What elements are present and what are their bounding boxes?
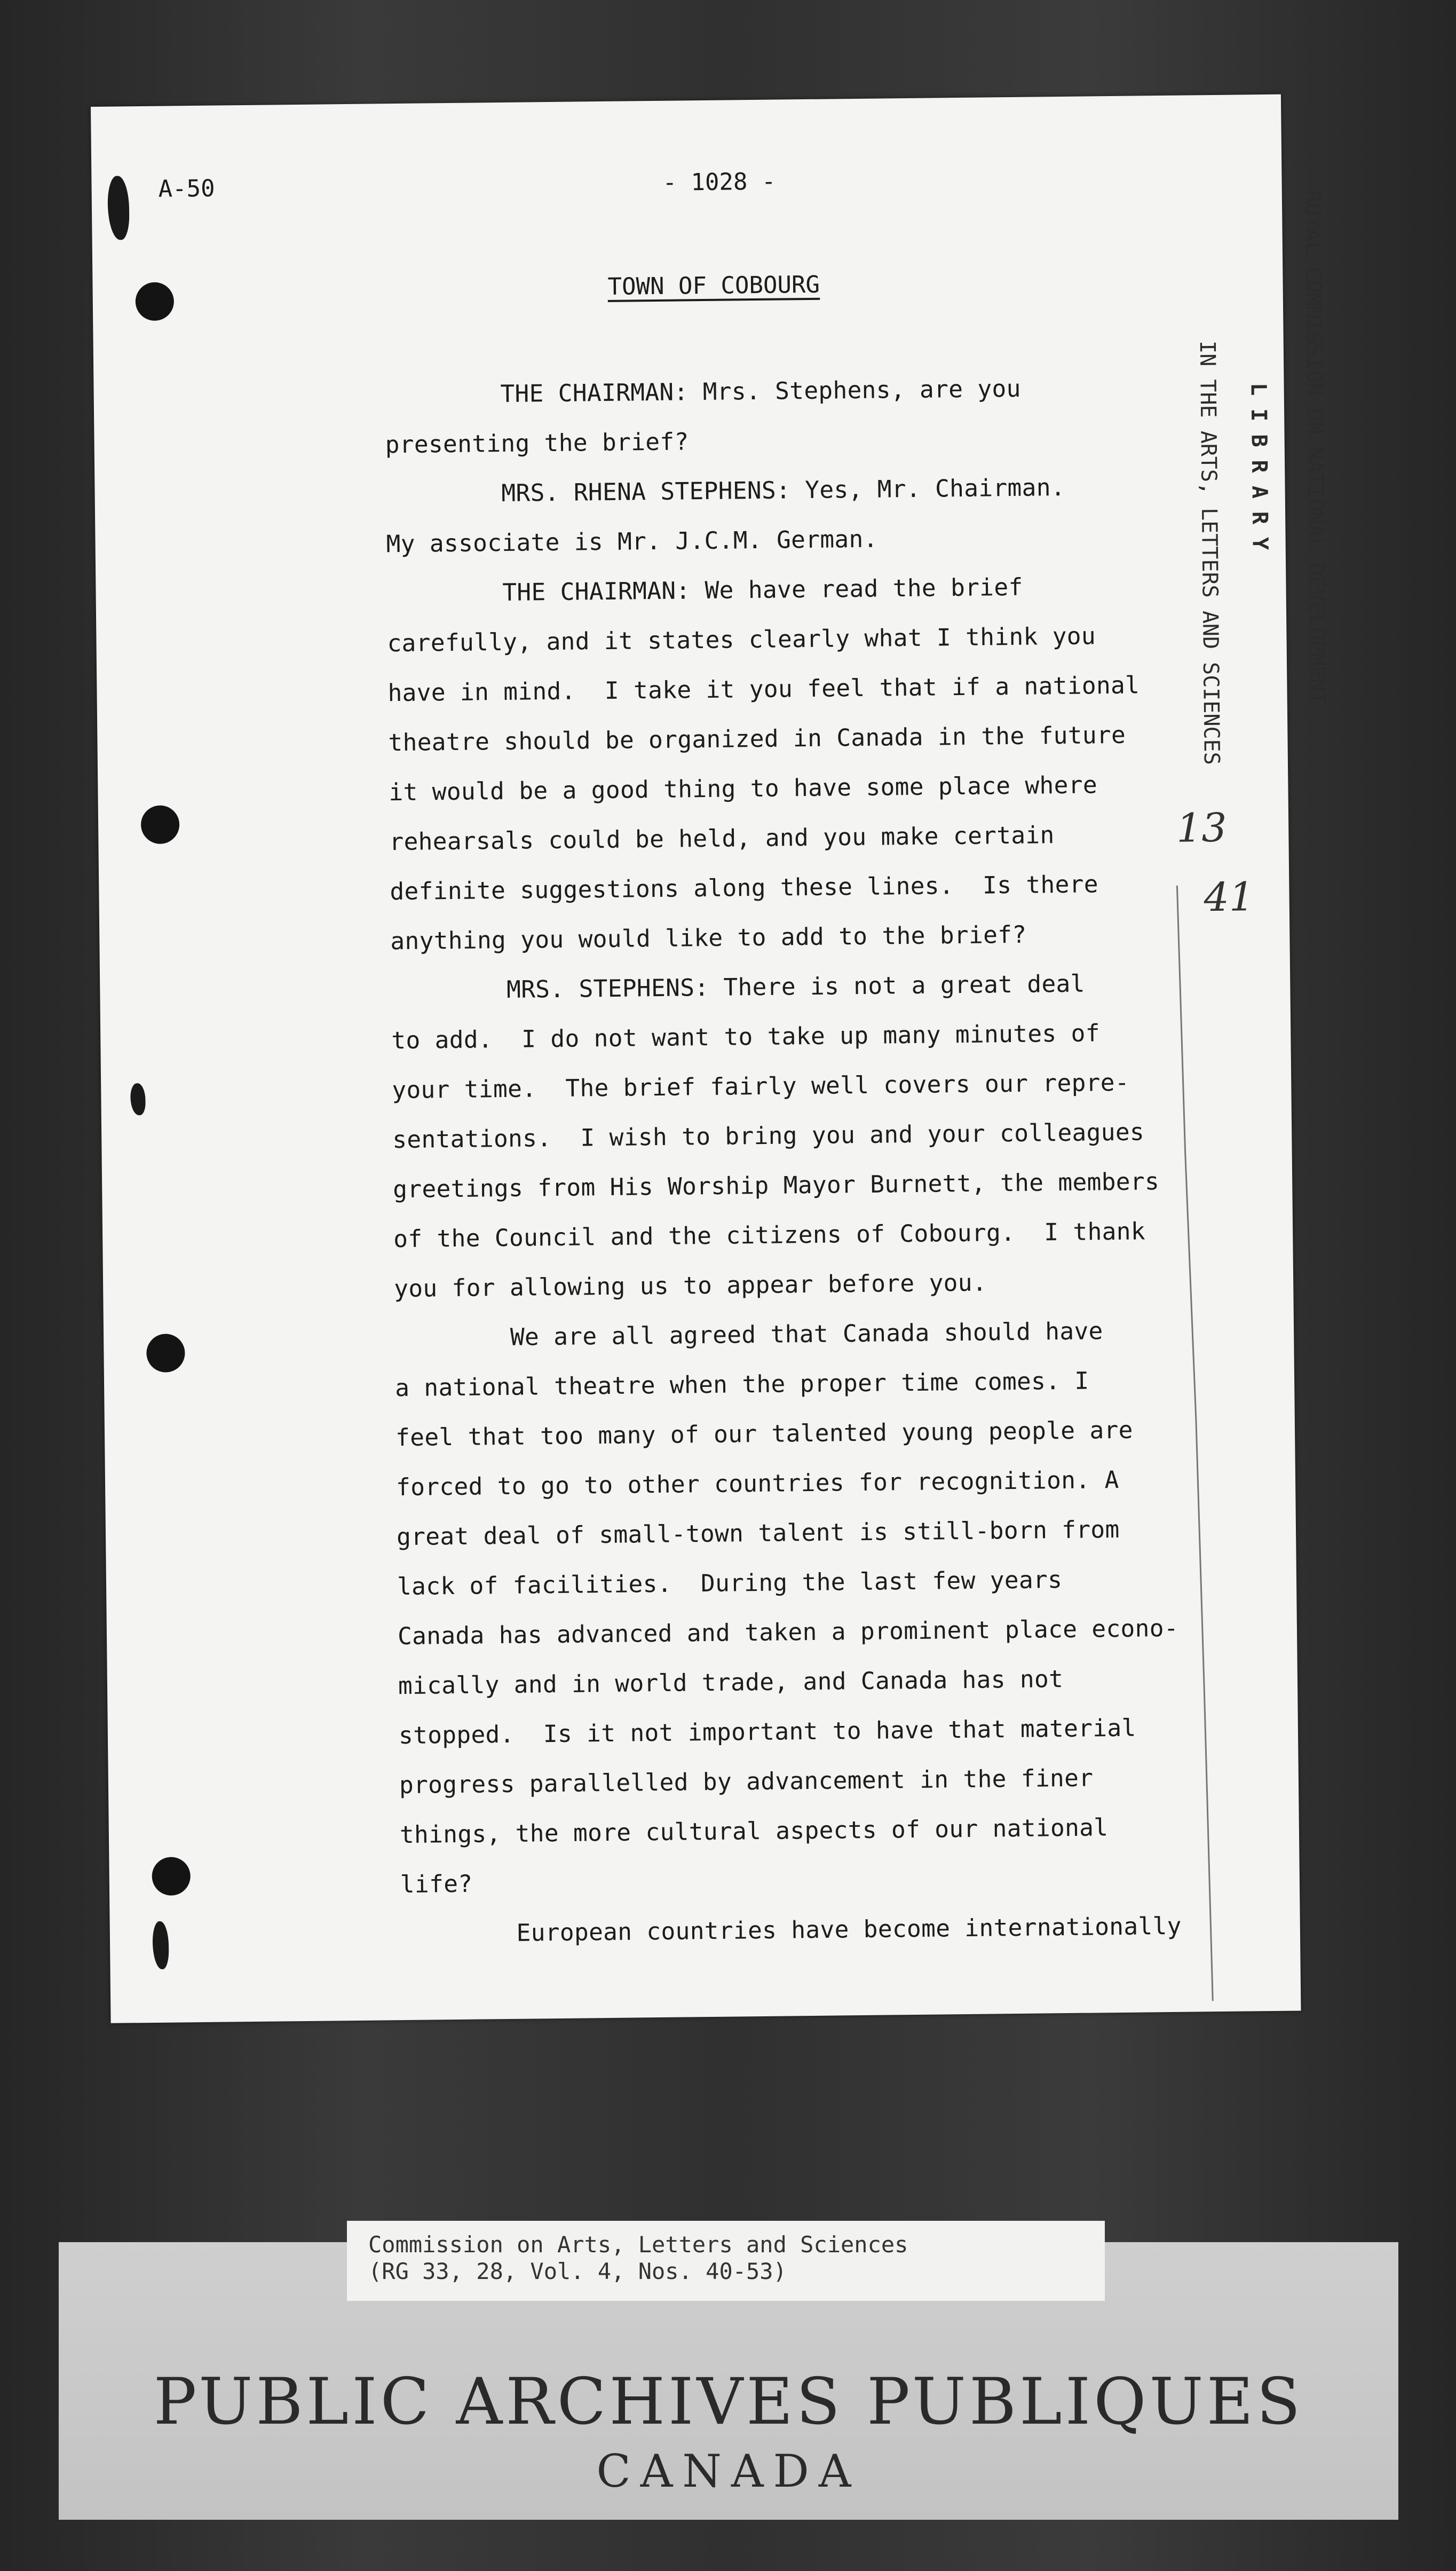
transcript-line: carefully, and it states clearly what I think you	[387, 622, 1096, 658]
transcript-line: to add. I do not want to take up many minutes of	[391, 1020, 1101, 1055]
archive-label	[347, 2221, 1105, 2301]
transcript-line: THE CHAIRMAN: We have read the brief	[386, 573, 1023, 608]
archive-label-line-1: Commission on Arts, Letters and Sciences	[368, 2231, 908, 2258]
handwritten-mark: 41	[1204, 874, 1255, 921]
binder-hole	[152, 1857, 191, 1896]
transcript-line: mically and in world trade, and Canada has not	[398, 1666, 1064, 1700]
binder-hole	[135, 282, 174, 321]
stamp-line-3: IN THE ARTS, LETTERS AND SCIENCES	[1194, 340, 1224, 766]
document-page	[91, 94, 1330, 2023]
transcript-line: life?	[400, 1870, 473, 1899]
transcript-line: things, the more cultural aspects of our national	[399, 1814, 1109, 1849]
transcript-line: anything you would like to add to the brief?	[390, 921, 1027, 956]
archive-header-card	[59, 2231, 1398, 2520]
document-title: TOWN OF COBOURG	[607, 271, 820, 301]
transcript-line: rehearsals could be held, and you make certain	[389, 822, 1055, 856]
archive-title: PUBLIC ARCHIVES PUBLIQUES	[153, 2365, 1304, 2439]
ink-smudge	[107, 176, 129, 240]
ink-smudge	[153, 1921, 169, 1969]
transcript-line: have in mind. I take it you feel that if a national	[387, 672, 1140, 707]
page-number: - 1028 -	[662, 168, 776, 196]
transcript-line: greetings from His Worship Mayor Burnett, the members	[393, 1168, 1160, 1204]
library-stamp	[1165, 190, 1343, 886]
transcript-line: forced to go to other countries for recognition. A	[395, 1466, 1119, 1502]
transcript-line: theatre should be organized in Canada in the future	[388, 721, 1126, 757]
transcript-line: European countries have become internationally	[400, 1912, 1182, 1949]
transcript-line: great deal of small-town talent is still-born from	[396, 1516, 1120, 1551]
transcript-line: presenting the brief?	[385, 428, 689, 459]
reference-number: A-50	[158, 175, 215, 203]
binder-hole	[146, 1334, 185, 1373]
transcript-body	[384, 362, 1212, 1959]
binder-hole	[141, 805, 180, 844]
transcript-line: you for allowing us to appear before you.	[393, 1269, 987, 1303]
transcript-line: Canada has advanced and taken a prominent place econo-	[397, 1614, 1179, 1651]
transcript-line: progress parallelled by advancement in the finer	[399, 1764, 1094, 1800]
archive-subtitle: CANADA	[596, 2445, 861, 2497]
ink-smudge	[130, 1083, 146, 1115]
transcript-line: it would be a good thing to have some place where	[389, 771, 1098, 807]
transcript-line: lack of facilities. During the last few years	[397, 1566, 1063, 1601]
transcript-line: sentations. I wish to bring you and your colleagues	[392, 1118, 1145, 1154]
transcript-line: feel that too many of our talented young people are	[395, 1416, 1133, 1452]
stamp-line-1: ROYAL COMMISSION ON NATIONAL DEVELOPMENT	[1300, 190, 1330, 705]
stamp-line-2: L I B R A R Y	[1246, 382, 1272, 550]
transcript-line: THE CHAIRMAN: Mrs. Stephens, are you	[384, 375, 1021, 409]
transcript-line: your time. The brief fairly well covers our repre-	[392, 1069, 1130, 1105]
transcript-line: MRS. RHENA STEPHENS: Yes, Mr. Chairman.	[385, 474, 1066, 509]
transcript-line: stopped. Is it not important to have that material	[398, 1714, 1136, 1750]
transcript-line: a national theatre when the proper time comes. I	[394, 1367, 1089, 1402]
transcript-line: MRS. STEPHENS: There is not a great deal	[391, 970, 1085, 1005]
transcript-line: We are all agreed that Canada should have	[394, 1318, 1103, 1353]
handwritten-mark: 13	[1176, 805, 1227, 851]
transcript-line: My associate is Mr. J.C.M. German.	[386, 525, 878, 558]
transcript-line: definite suggestions along these lines. Is there	[390, 871, 1099, 906]
transcript-line: of the Council and the citizens of Cobourg. I thank	[393, 1218, 1146, 1253]
archive-label-line-2: (RG 33, 28, Vol. 4, Nos. 40-53)	[368, 2258, 787, 2284]
